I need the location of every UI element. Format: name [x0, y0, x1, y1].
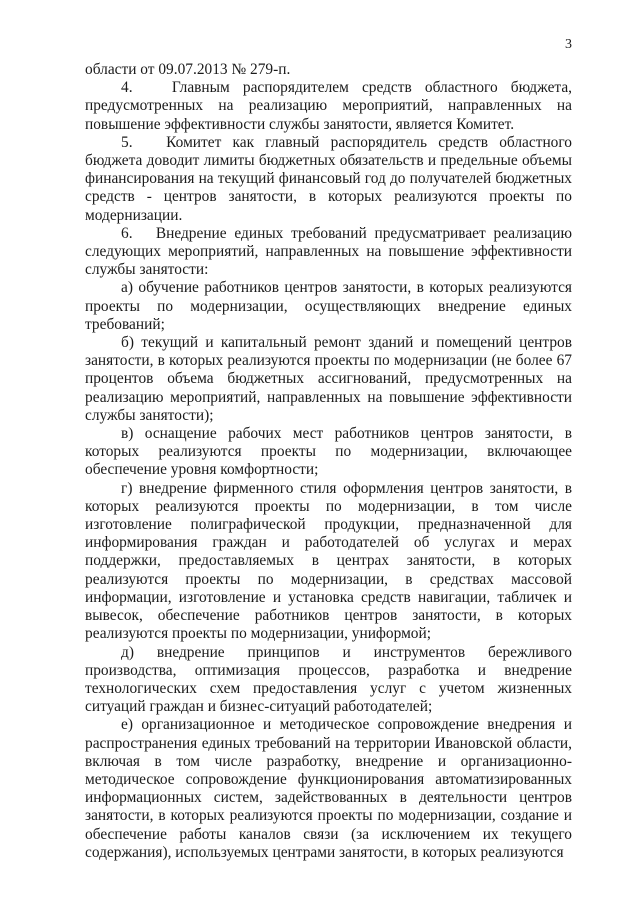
paragraph-item-4: 4. Главным распорядителем средств областного бюджета, предусмотренных на реализацию мероприятий, направленных на повышение эффективности службы занятости, является Комитет. — [85, 79, 572, 133]
page-number: 3 — [565, 37, 572, 52]
paragraph-item-5: 5. Комитет как главный распорядитель средств областного бюджета доводит лимиты бюджетных обязательств и предельные объемы финансирования на текущий финансовый год до получателей бюджетных средств - центров занятости, в которых реализуются проекты по модернизации. — [85, 133, 572, 224]
paragraph-continuation: области от 09.07.2013 № 279-п. — [85, 61, 291, 78]
paragraph-subitem-e: е) организационное и методическое сопровождение внедрения и распространения единых требований на территории Ивановской области, включая в том числе разработку, внедрение и организационно-методическое сопровождение функционирования автоматизированных информационных систем, задействованных в деятельности центров занятости, в которых реализуются проекты по модернизации, создание и обеспечение работы каналов связи (за исключением их текущего содержания), используемых центрами занятости, в которых реализуются — [85, 716, 572, 861]
paragraph-subitem-d: д) внедрение принципов и инструментов бережливого производства, оптимизация процессов, разработка и внедрение технологических схем предоставления услуг с учетом жизненных ситуаций граждан и бизнес-ситуаций работодателей; — [85, 643, 572, 716]
document-body — [85, 61, 572, 862]
paragraph-subitem-g: г) внедрение фирменного стиля оформления центров занятости, в которых реализуются проекты по модернизации, в том числе изготовление полиграфической продукции, предназначенной для информирования граждан и работодателей об услугах и мерах поддержки, предоставляемых в центрах занятости, в которых реализуются проекты по модернизации, в средствах массовой информации, изготовление и установка средств навигации, табличек и вывесок, обеспечение работников центров занятости, в которых реализуются проекты по модернизации, униформой; — [85, 479, 572, 643]
paragraph-subitem-v: в) оснащение рабочих мест работников центров занятости, в которых реализуются проекты по модернизации, включающее обеспечение уровня комфортности; — [85, 425, 572, 479]
paragraph-item-6: 6. Внедрение единых требований предусматривает реализацию следующих мероприятий, направленных на повышение эффективности службы занятости: — [85, 224, 572, 279]
paragraph-subitem-b: б) текущий и капитальный ремонт зданий и помещений центров занятости, в которых реализуются проекты по модернизации (не более 67 процентов объема бюджетных ассигнований, предусмотренных на реализацию мероприятий, направленных на повышение эффективности службы занятости); — [85, 334, 572, 424]
paragraph-subitem-a: а) обучение работников центров занятости, в которых реализуются проекты по модернизации, осуществляющих внедрение единых требований; — [85, 279, 572, 333]
